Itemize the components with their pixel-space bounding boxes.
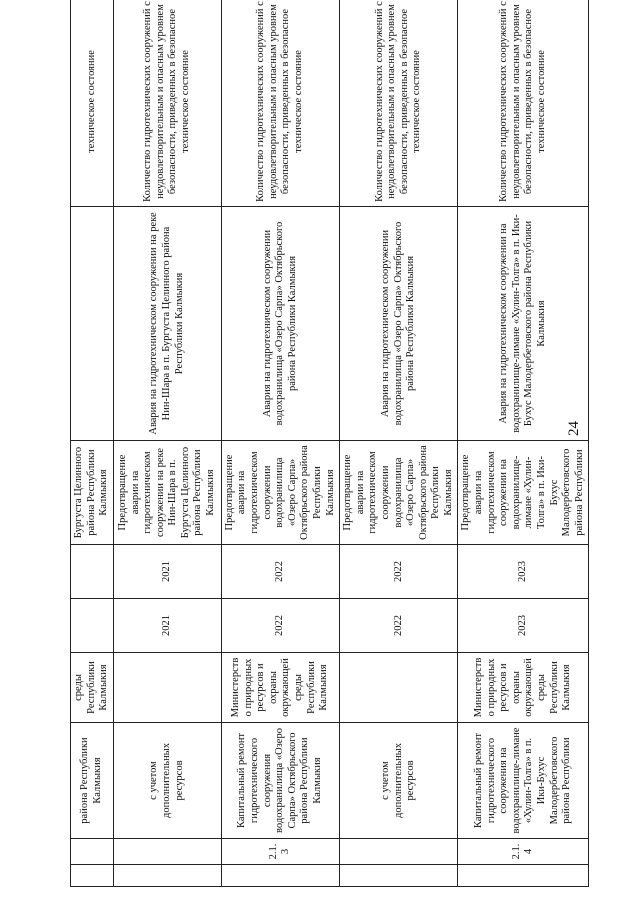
header-cell-indicator: техническое состояние <box>71 0 114 207</box>
table-row-header <box>71 0 114 887</box>
header-cell-executor: района Республики Калмыкия <box>71 723 114 839</box>
table-row <box>340 0 458 887</box>
cell-executor: Министерство природных ресурсов и охраны окружающей среды Республики Калмыкия <box>221 653 339 723</box>
cell-consequence: Авария на гидротехническом сооружении на водохранилище-лимане «Хулин-Толга» в п. Ики-Бухус Малодербетовского района Республики Калмыкия <box>458 207 589 441</box>
cell-item-number: 2.1.3 <box>221 839 339 865</box>
cell-start-year: 2022 <box>221 599 339 653</box>
cell-empty <box>458 865 589 887</box>
table-row <box>113 0 221 887</box>
cell-empty <box>340 839 458 865</box>
cell-empty <box>71 865 114 887</box>
cell-empty <box>71 545 114 599</box>
cell-empty <box>71 839 114 865</box>
cell-end-year: 2023 <box>458 545 589 599</box>
cell-executor: Министерство природных ресурсов и охраны окружающей среды Республики Калмыкия <box>458 653 589 723</box>
cell-result: Предотвращение аварии на гидротехническом сооружении на водохранилище-лимане «Хулин-Толга» в п. Ики-Бухус Малодербетовского района Республики <box>458 441 589 545</box>
cell-indicator: Количество гидротехнических сооружений с неудовлетворительным и опасным уровнем безопасности, приведенных в безопасное техническое состояние <box>340 0 458 207</box>
cell-empty <box>113 839 221 865</box>
cell-consequence: Авария на гидротехническом сооружении на реке Нин-Шара в п. Бургуста Целинного района Республики Калмыкия <box>113 207 221 441</box>
cell-start-year: 2023 <box>458 599 589 653</box>
cell-empty <box>113 653 221 723</box>
cell-empty <box>113 865 221 887</box>
cell-measure: Капитальный ремонт гидротехнического сооружения на водохранилище-лимане «Хулин-Толга» в п. Ики-Бухус Малодербетовского района Республики <box>458 723 589 839</box>
cell-measure: с учетом дополнительных ресурсов <box>340 723 458 839</box>
cell-result: Предотвращение аварии на гидротехническом сооружении на реке Нин-Шара в п. Бургуста Целинного района Республики Калмыкия <box>113 441 221 545</box>
cell-end-year: 2022 <box>221 545 339 599</box>
cell-consequence: Авария на гидротехническом сооружении водохранилища «Озеро Сарпа» Октябрьского района Республики Калмыкия <box>340 207 458 441</box>
cell-empty <box>221 865 339 887</box>
cell-empty <box>71 207 114 441</box>
cell-item-number: 2.1.4 <box>458 839 589 865</box>
cell-result: Предотвращение аварии на гидротехническом сооружении водохранилища «Озеро Сарпа» Октябрьского района Республики Калмыкия <box>221 441 339 545</box>
cell-indicator: Количество гидротехнических сооружений с неудовлетворительным и опасным уровнем безопасности, приведенных в безопасное техническое состояние <box>221 0 339 207</box>
page-number: 24 <box>566 421 582 436</box>
cell-end-year: 2021 <box>113 545 221 599</box>
cell-empty <box>340 653 458 723</box>
cell-empty <box>71 599 114 653</box>
cell-empty <box>340 865 458 887</box>
cell-consequence: Авария на гидротехническом сооружении водохранилища «Озеро Сарпа» Октябрьского района Республики Калмыкия <box>221 207 339 441</box>
cell-measure: с учетом дополнительных ресурсов <box>113 723 221 839</box>
cell-start-year: 2022 <box>340 599 458 653</box>
table-row <box>458 0 589 887</box>
program-table <box>70 0 589 887</box>
header-cell-ministry: среды Республики Калмыкия <box>71 653 114 723</box>
cell-result: Предотвращение аварии на гидротехническом сооружении водохранилища «Озеро Сарпа» Октябрьского района Республики Калмыкия <box>340 441 458 545</box>
cell-indicator: Количество гидротехнических сооружений с неудовлетворительным и опасным уровнем безопасности, приведенных в безопасное техническое состояние <box>113 0 221 207</box>
cell-indicator: Количество гидротехнических сооружений с неудовлетворительным и опасным уровнем безопасности, приведенных в безопасное техническое состояние <box>458 0 589 207</box>
header-cell-result: Бургуста Целинного района Республики Калмыкия <box>71 441 114 545</box>
table-row <box>221 0 339 887</box>
cell-measure: Капитальный ремонт гидротехнического сооружения водохранилища «Озеро Сарпа» Октябрьского района Республики Калмыкия <box>221 723 339 839</box>
cell-end-year: 2022 <box>340 545 458 599</box>
cell-start-year: 2021 <box>113 599 221 653</box>
